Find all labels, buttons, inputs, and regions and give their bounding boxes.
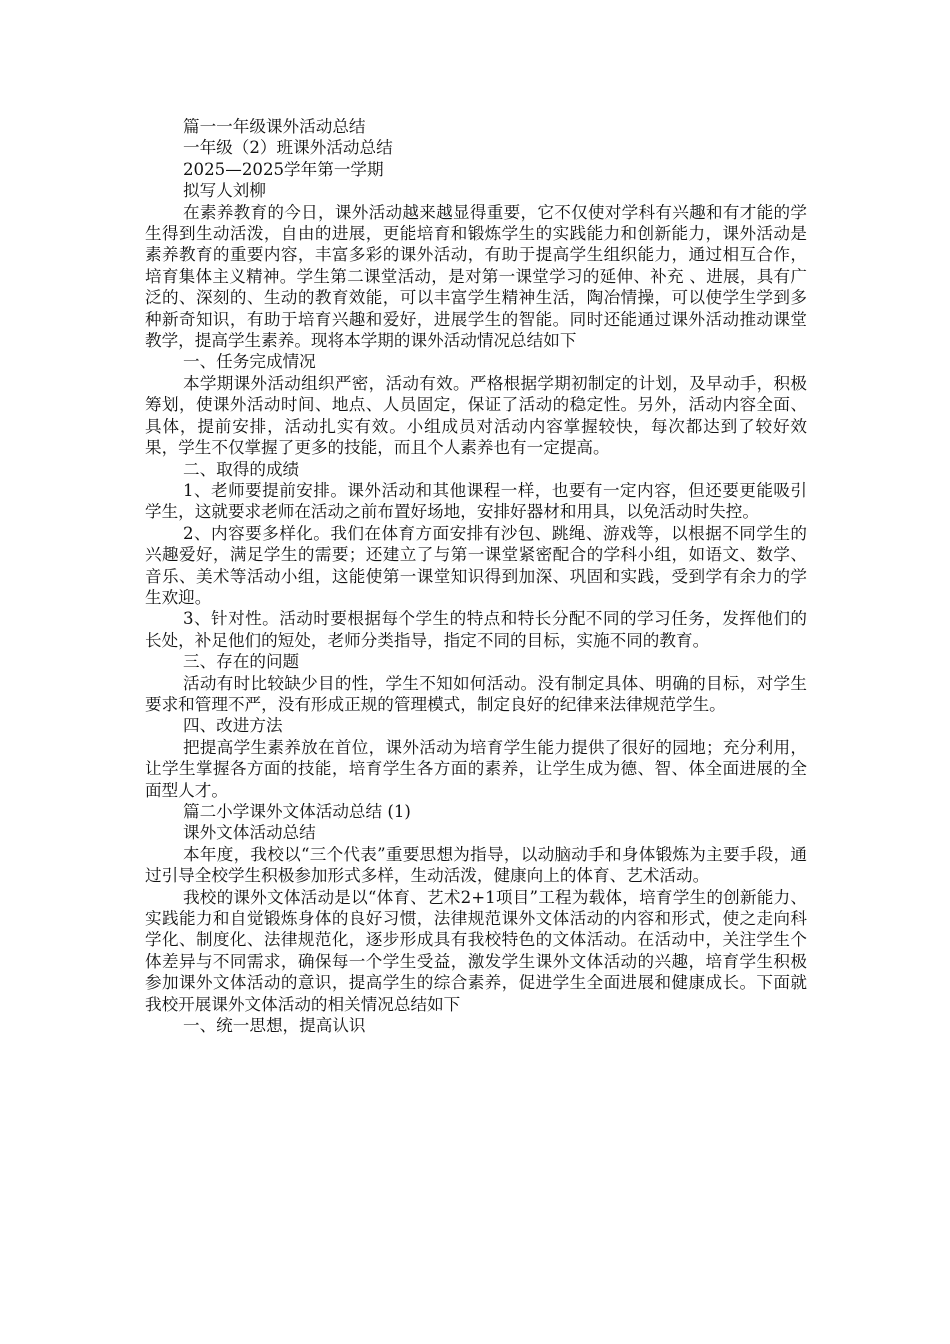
body-paragraph: 本年度，我校以“三个代表”重要思想为指导，以动脑动手和身体锻炼为主要手段，通过引导全校学生积极参加形式多样，生动活泼，健康向上的体育、艺术活动。 [145, 844, 807, 886]
section-heading: 一、任务完成情况 [183, 352, 316, 372]
document-subtitle: 课外文体活动总结 [183, 823, 316, 843]
body-paragraph: 1、老师要提前安排。课外活动和其他课程一样，也要有一定内容，但还要更能吸引学生，这就要求老师在活动之前布置好场地，安排好器材和用具，以免活动时失控。 [145, 480, 807, 522]
section-heading: 二、取得的成绩 [183, 459, 300, 479]
body-paragraph: 在素养教育的今日，课外活动越来越显得重要，它不仅使对学科有兴趣和有才能的学生得到生动活泼，自由的进展，更能培育和锻炼学生的实践能力和创新能力，课外活动是素养教育的重要内容，丰富多彩的课外活动，有助于提高学生组织能力，通过相互合作，培育集体主义精神。学生第二课堂活动，是对第一课堂学习的延伸、补充 、进展，具有广泛的、深刻的、生动的教育效能，可以丰富学生精神生活，陶冶情操，可以使学生学到多种新奇知识，有助于培育兴趣和爱好，进展学生的智能。同时还能通过课外活动推动课堂教学，提高学生素养。现将本学期的课外活动情况总结如下 [145, 202, 807, 351]
author-line: 拟写人刘柳 [183, 181, 266, 201]
body-paragraph: 2、内容要多样化。我们在体育方面安排有沙包、跳绳、游戏等，以根据不同学生的兴趣爱好，满足学生的需要；还建立了与第一课堂紧密配合的学科小组，如语文、数学、音乐、美术等活动小组，这能使第一课堂知识得到加深、巩固和实践，受到学有余力的学生欢迎。 [145, 523, 807, 607]
body-paragraph: 本学期课外活动组织严密，活动有效。严格根据学期初制定的计划，及早动手，积极筹划，使课外活动时间、地点、人员固定，保证了活动的稳定性。另外，活动内容全面、具体，提前安排，活动扎实有效。小组成员对活动内容掌握较快，每次都达到了较好效果，学生不仅掌握了更多的技能，而且个人素养也有一定提高。 [145, 373, 807, 458]
body-paragraph: 3、针对性。活动时要根据每个学生的特点和特长分配不同的学习任务，发挥他们的长处，补足他们的短处，老师分类指导，指定不同的目标，实施不同的教育。 [145, 609, 807, 650]
body-paragraph: 我校的课外文体活动是以“体育、艺术2+1项目”工程为载体，培育学生的创新能力、实践能力和自觉锻炼身体的良好习惯，法律规范课外文体活动的内容和形式，使之走向科学化、制度化、法律规范化，逐步形成具有我校特色的文体活动。在活动中，关注学生个体差异与不同需求，确保每一个学生受益，激发学生课外文体活动的兴趣，培育学生积极参加课外文体活动的意识，提高学生的综合素养，促进学生全面进展和健康成长。下面就我校开展课外文体活动的相关情况总结如下 [145, 887, 807, 1014]
section-heading: 一、统一思想，提高认识 [183, 1016, 366, 1036]
document-title: 篇一一年级课外活动总结 [183, 117, 366, 136]
document-title: 篇二小学课外文体活动总结 (1) [183, 802, 411, 821]
section-heading: 三、存在的问题 [183, 652, 300, 672]
body-paragraph: 活动有时比较缺少目的性，学生不知如何活动。没有制定具体、明确的目标，对学生要求和管理不严，没有形成正规的管理模式，制定良好的纪律来法律规范学生。 [145, 673, 807, 714]
document-body [145, 116, 807, 1036]
document-subtitle: 一年级（2）班课外活动总结 [183, 138, 393, 158]
body-paragraph: 把提高学生素养放在首位，课外活动为培育学生能力提供了很好的园地；充分利用，让学生掌握各方面的技能，培育学生各方面的素养，让学生成为德、智、体全面进展的全面型人才。 [145, 737, 807, 800]
section-heading: 四、改进方法 [183, 716, 283, 736]
school-year: 2025—2025学年第一学期 [183, 159, 384, 179]
